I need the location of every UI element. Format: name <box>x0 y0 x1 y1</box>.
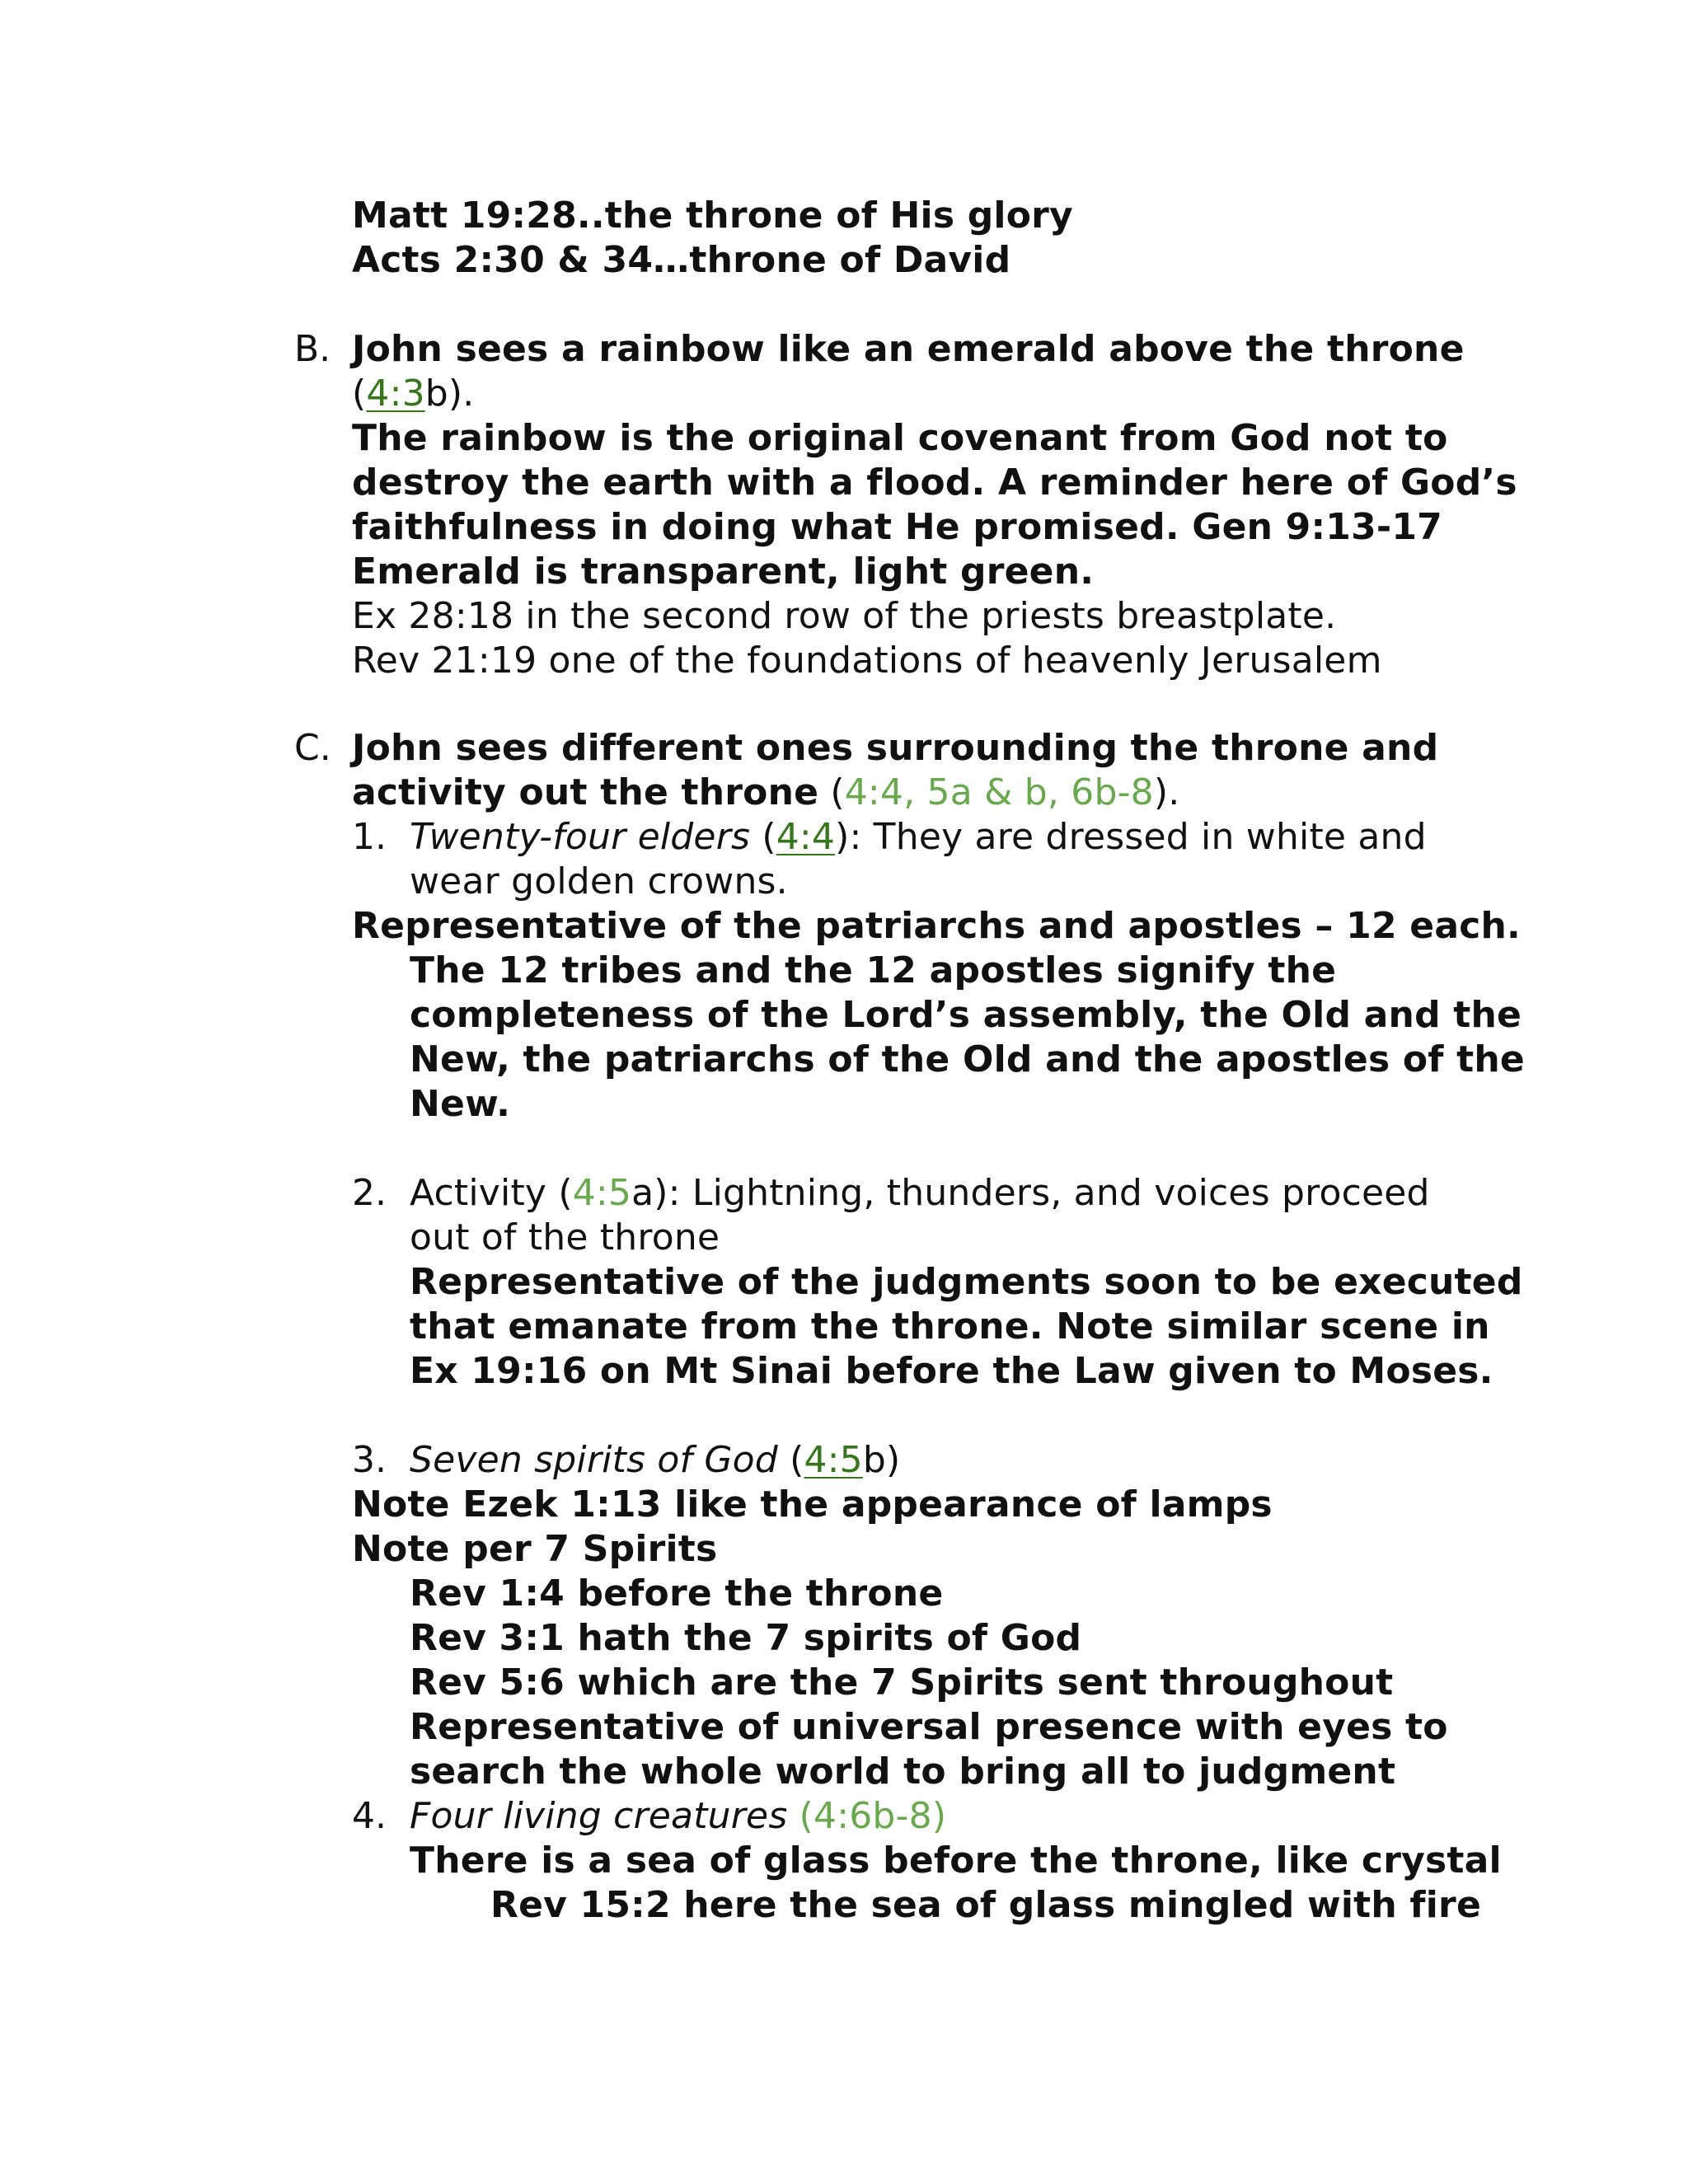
item-3-note: Rev 3:1 hath the 7 spirits of God <box>410 1617 1082 1659</box>
section-b-bold-line: faithfulness in doing what He promised. Gen 9:13-17 <box>352 506 1443 548</box>
item-1-note: Representative of the patriarchs and apostles – 12 each. <box>352 905 1521 947</box>
paren-open: ( <box>558 1172 573 1214</box>
paren-open: ( <box>762 816 776 858</box>
item-1-note: completeness of the Lord’s assembly, the Old and the <box>410 994 1522 1036</box>
item-2-note: that emanate from the throne. Note similar scene in <box>410 1305 1490 1347</box>
item-1-note: New, the patriarchs of the Old and the apostles of the <box>410 1038 1525 1080</box>
item-1-note: The 12 tribes and the 12 apostles signify the <box>410 949 1337 991</box>
paren-close: b). <box>424 373 475 415</box>
item-4-line <box>410 1794 946 1839</box>
ref-4-6b-8: (4:6b-8) <box>799 1795 947 1837</box>
item-3-note: Note per 7 Spirits <box>352 1528 718 1570</box>
ref-acts-line: Acts 2:30 & 34…throne of David <box>352 239 1011 281</box>
item-3-note: search the whole world to bring all to judgment <box>410 1750 1396 1793</box>
item-4-note: Rev 15:2 here the sea of glass mingled with fire <box>490 1884 1481 1926</box>
item-3-text: b) <box>862 1439 901 1481</box>
item-3-note: Note Ezek 1:13 like the appearance of lamps <box>352 1483 1273 1526</box>
paren-open: ( <box>830 771 845 813</box>
item-1-note: New. <box>410 1083 511 1125</box>
ref-link-4-4[interactable]: 4:4 <box>776 816 836 858</box>
item-3-note: Rev 1:4 before the throne <box>410 1572 944 1615</box>
section-b-bold-line: Emerald is transparent, light green. <box>352 551 1095 593</box>
section-b-plain-line: Rev 21:19 one of the foundations of heavenly Jerusalem <box>352 640 1382 682</box>
item-3-title: Seven spirits of God <box>410 1439 778 1481</box>
item-3-note: Rev 5:6 which are the 7 Spirits sent throughout <box>410 1661 1394 1704</box>
item-1-marker: 1. <box>352 816 387 858</box>
item-1-title: Twenty-four elders <box>410 816 751 858</box>
item-1-text: ): They are dressed in white and <box>835 816 1427 858</box>
item-4-title: Four living creatures <box>410 1795 788 1837</box>
item-2-text: a): Lightning, thunders, and voices proceed <box>631 1172 1430 1214</box>
section-b-bold-line: destroy the earth with a flood. A reminder here of God’s <box>352 462 1517 504</box>
section-c-heading-line2 <box>352 771 1179 815</box>
section-c-heading: John sees different ones surrounding the throne and <box>352 727 1439 769</box>
section-c-marker: C. <box>294 727 331 769</box>
ref-link-4-3[interactable]: 4:3 <box>366 373 425 415</box>
ref-range: 4:4, 5a & b, 6b-8 <box>844 771 1154 813</box>
section-b-bold-line: The rainbow is the original covenant from God not to <box>352 417 1448 459</box>
item-1-line <box>410 815 1427 860</box>
item-4-note: There is a sea of glass before the throne, like crystal <box>410 1840 1502 1882</box>
ref-4-5: 4:5 <box>572 1172 632 1214</box>
section-b-marker: B. <box>294 328 331 370</box>
item-1-line2: wear golden crowns. <box>410 860 788 902</box>
item-3-line <box>410 1438 900 1483</box>
section-b-plain-line: Ex 28:18 in the second row of the priests breastplate. <box>352 595 1337 637</box>
item-2-note: Ex 19:16 on Mt Sinai before the Law given to Moses. <box>410 1350 1493 1392</box>
section-b-heading: John sees a rainbow like an emerald above the throne <box>352 328 1465 370</box>
item-3-note: Representative of universal presence with eyes to <box>410 1706 1448 1748</box>
paren-open: ( <box>352 373 367 415</box>
item-2-title: Activity <box>410 1172 547 1214</box>
heading-text: activity out the throne <box>352 771 819 813</box>
item-2-note: Representative of the judgments soon to be executed <box>410 1261 1523 1303</box>
item-3-marker: 3. <box>352 1439 387 1481</box>
item-4-marker: 4. <box>352 1795 387 1837</box>
ref-link-4-5[interactable]: 4:5 <box>804 1439 863 1481</box>
section-b-heading-ref-line <box>352 372 474 416</box>
paren-close: ). <box>1153 771 1180 813</box>
item-2-line2: out of the throne <box>410 1216 720 1258</box>
ref-matt-line: Matt 19:28..the throne of His glory <box>352 194 1073 237</box>
paren-open: ( <box>790 1439 804 1481</box>
item-2-marker: 2. <box>352 1172 387 1214</box>
item-2-line <box>410 1171 1430 1216</box>
